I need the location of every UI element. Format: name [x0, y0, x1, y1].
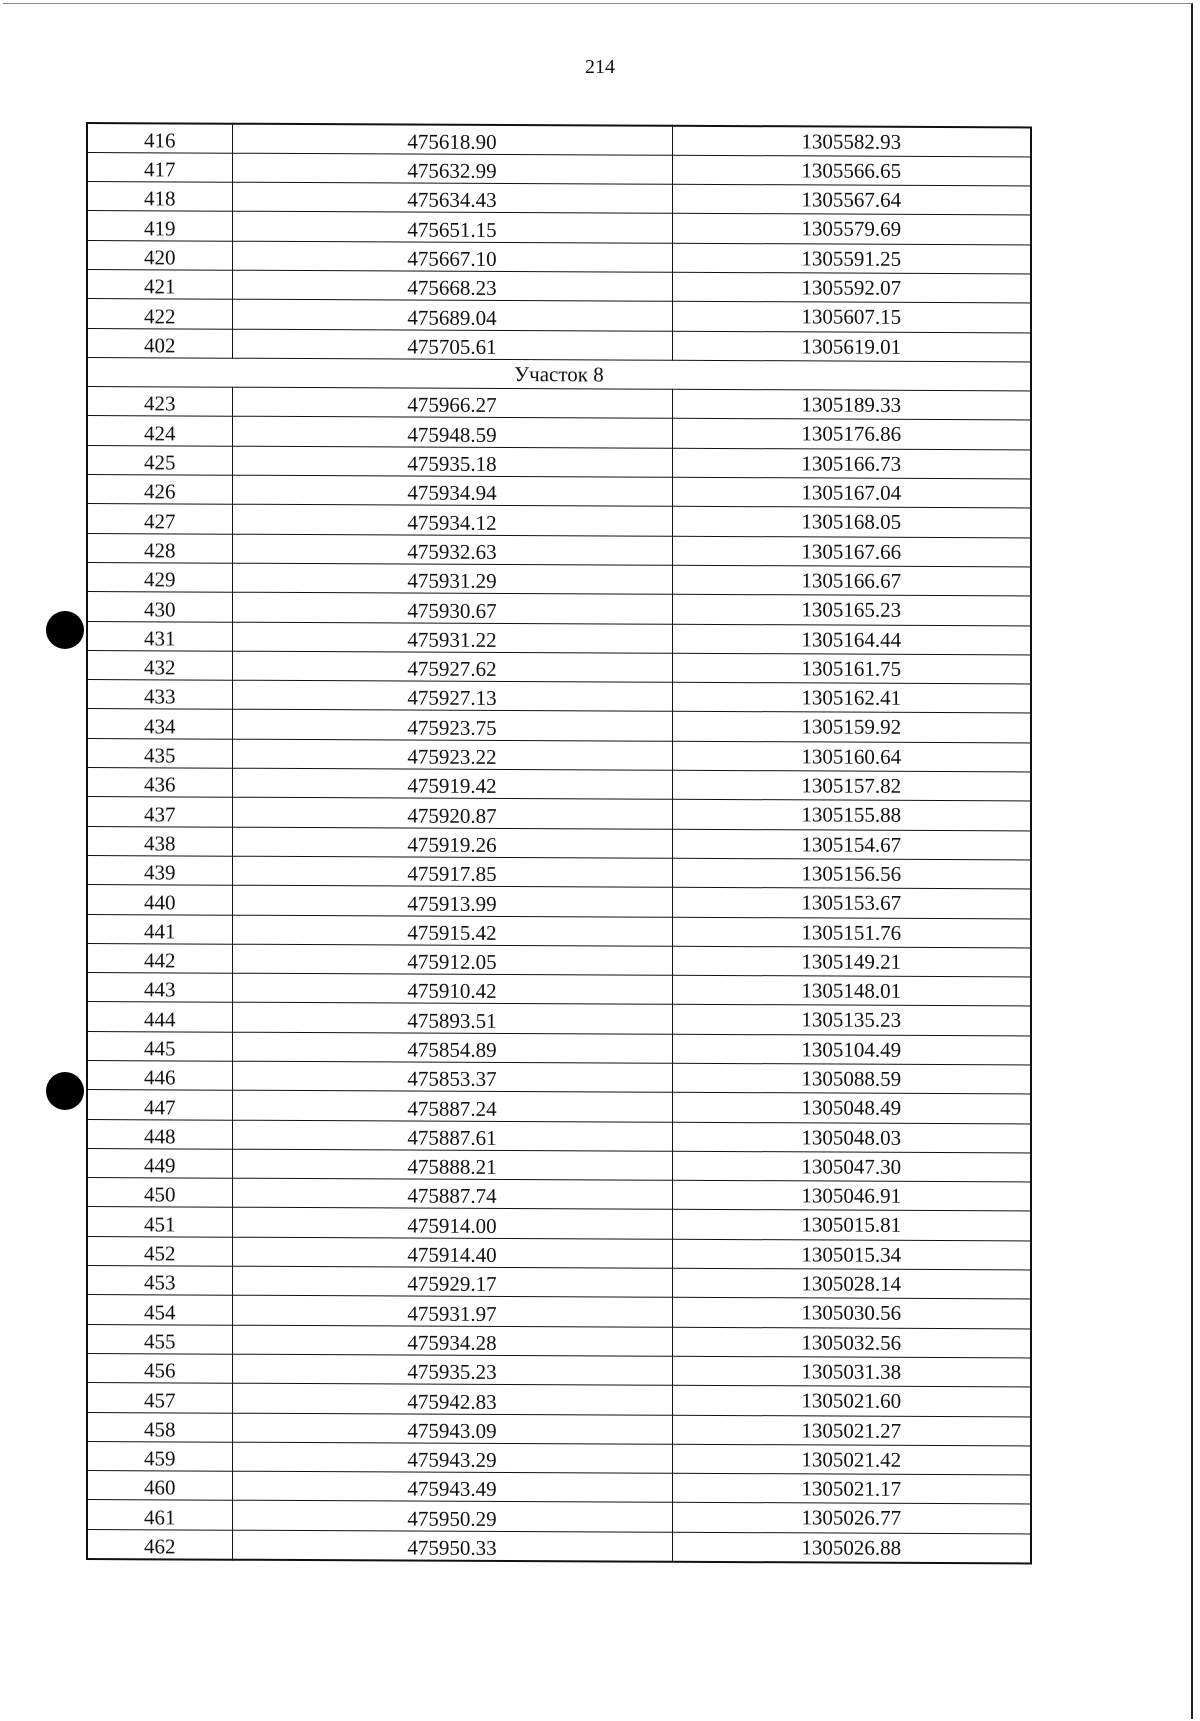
x-coordinate-cell: 475920.87 — [232, 798, 672, 829]
table-row — [87, 475, 1031, 509]
point-number-cell: 431 — [87, 621, 232, 651]
y-coordinate-cell: 1305021.17 — [672, 1473, 1031, 1504]
point-number-cell: 435 — [87, 738, 232, 768]
point-number-cell: 432 — [87, 650, 232, 680]
point-number-cell: 417 — [87, 152, 232, 182]
x-coordinate-cell: 475927.13 — [232, 680, 672, 711]
table-row — [87, 826, 1031, 860]
table-row — [87, 182, 1031, 216]
y-coordinate-cell: 1305168.05 — [672, 507, 1031, 538]
y-coordinate-cell: 1305592.07 — [672, 272, 1031, 303]
y-coordinate-cell: 1305154.67 — [672, 829, 1031, 860]
y-coordinate-cell: 1305030.56 — [672, 1298, 1031, 1329]
table-row — [87, 445, 1031, 479]
x-coordinate-cell: 475927.62 — [232, 651, 672, 682]
table-row — [87, 152, 1031, 186]
x-coordinate-cell: 475887.61 — [232, 1120, 672, 1151]
point-number-cell: 434 — [87, 709, 232, 739]
x-coordinate-cell: 475634.43 — [232, 182, 672, 213]
x-coordinate-cell: 475929.17 — [232, 1266, 672, 1297]
x-coordinate-cell: 475915.42 — [232, 915, 672, 946]
y-coordinate-cell: 1305160.64 — [672, 741, 1031, 772]
x-coordinate-cell: 475689.04 — [232, 299, 672, 330]
section-label: Участок 8 — [87, 357, 1031, 391]
point-number-cell: 451 — [87, 1207, 232, 1237]
x-coordinate-cell: 475966.27 — [232, 387, 672, 418]
x-coordinate-cell: 475914.00 — [232, 1208, 672, 1239]
table-row — [87, 1090, 1031, 1124]
table-row — [87, 1207, 1031, 1241]
table-row — [87, 562, 1031, 596]
x-coordinate-cell: 475931.97 — [232, 1296, 672, 1327]
table-row — [87, 1353, 1031, 1387]
y-coordinate-cell: 1305021.60 — [672, 1386, 1031, 1417]
coordinates-table — [86, 122, 1032, 1564]
x-coordinate-cell: 475934.12 — [232, 505, 672, 536]
point-number-cell: 442 — [87, 943, 232, 973]
x-coordinate-cell: 475651.15 — [232, 212, 672, 243]
y-coordinate-cell: 1305032.56 — [672, 1327, 1031, 1358]
point-number-cell: 440 — [87, 885, 232, 915]
x-coordinate-cell: 475919.42 — [232, 768, 672, 799]
x-coordinate-cell: 475917.85 — [232, 856, 672, 887]
x-coordinate-cell: 475935.23 — [232, 1354, 672, 1385]
y-coordinate-cell: 1305021.42 — [672, 1444, 1031, 1475]
x-coordinate-cell: 475950.33 — [232, 1530, 672, 1561]
x-coordinate-cell: 475893.51 — [232, 1003, 672, 1034]
point-number-cell: 429 — [87, 562, 232, 592]
y-coordinate-cell: 1305159.92 — [672, 712, 1031, 743]
point-number-cell: 426 — [87, 475, 232, 505]
point-number-cell: 422 — [87, 299, 232, 329]
x-coordinate-cell: 475923.22 — [232, 739, 672, 770]
point-number-cell: 433 — [87, 680, 232, 710]
point-number-cell: 454 — [87, 1295, 232, 1325]
point-number-cell: 443 — [87, 973, 232, 1003]
y-coordinate-cell: 1305165.23 — [672, 595, 1031, 626]
y-coordinate-cell: 1305162.41 — [672, 682, 1031, 713]
table-row — [87, 621, 1031, 655]
table-row — [87, 855, 1031, 889]
page-number: 214 — [585, 56, 615, 78]
y-coordinate-cell: 1305135.23 — [672, 1005, 1031, 1036]
y-coordinate-cell: 1305155.88 — [672, 800, 1031, 831]
point-number-cell: 448 — [87, 1119, 232, 1149]
point-number-cell: 444 — [87, 1002, 232, 1032]
y-coordinate-cell: 1305157.82 — [672, 770, 1031, 801]
x-coordinate-cell: 475853.37 — [232, 1061, 672, 1092]
point-number-cell: 455 — [87, 1324, 232, 1354]
point-number-cell: 430 — [87, 592, 232, 622]
table-row — [87, 211, 1031, 245]
y-coordinate-cell: 1305164.44 — [672, 624, 1031, 655]
point-number-cell: 420 — [87, 240, 232, 270]
table-row — [87, 680, 1031, 714]
point-number-cell: 427 — [87, 504, 232, 534]
y-coordinate-cell: 1305026.88 — [672, 1532, 1031, 1563]
point-number-cell: 445 — [87, 1031, 232, 1061]
x-coordinate-cell: 475934.28 — [232, 1325, 672, 1356]
table-row — [87, 1295, 1031, 1329]
table-row — [87, 533, 1031, 567]
x-coordinate-cell: 475942.83 — [232, 1383, 672, 1414]
point-number-cell: 423 — [87, 387, 232, 417]
point-number-cell: 428 — [87, 533, 232, 563]
point-number-cell: 447 — [87, 1090, 232, 1120]
table-row — [87, 1383, 1031, 1417]
x-coordinate-cell: 475919.26 — [232, 827, 672, 858]
table-row — [87, 768, 1031, 802]
x-coordinate-cell: 475931.22 — [232, 622, 672, 653]
x-coordinate-cell: 475950.29 — [232, 1501, 672, 1532]
x-coordinate-cell: 475910.42 — [232, 973, 672, 1004]
y-coordinate-cell: 1305579.69 — [672, 214, 1031, 245]
table-row — [87, 269, 1031, 303]
table-row — [87, 1412, 1031, 1446]
table-row — [87, 1324, 1031, 1358]
table-row — [87, 123, 1031, 157]
coordinates-table-body — [87, 123, 1031, 1563]
y-coordinate-cell: 1305167.66 — [672, 536, 1031, 567]
point-number-cell: 458 — [87, 1412, 232, 1442]
table-row — [87, 738, 1031, 772]
table-row — [87, 1061, 1031, 1095]
point-number-cell: 461 — [87, 1500, 232, 1530]
y-coordinate-cell: 1305166.67 — [672, 565, 1031, 596]
table-row — [87, 240, 1031, 274]
punch-hole — [46, 611, 84, 649]
table-row — [87, 973, 1031, 1007]
y-coordinate-cell: 1305591.25 — [672, 243, 1031, 274]
y-coordinate-cell: 1305167.04 — [672, 477, 1031, 508]
table-row — [87, 1119, 1031, 1153]
punch-hole — [46, 1072, 84, 1110]
table-row — [87, 1236, 1031, 1270]
y-coordinate-cell: 1305088.59 — [672, 1063, 1031, 1094]
y-coordinate-cell: 1305566.65 — [672, 155, 1031, 186]
y-coordinate-cell: 1305156.56 — [672, 858, 1031, 889]
table-row — [87, 943, 1031, 977]
point-number-cell: 438 — [87, 826, 232, 856]
x-coordinate-cell: 475923.75 — [232, 710, 672, 741]
table-row — [87, 1178, 1031, 1212]
x-coordinate-cell: 475931.29 — [232, 563, 672, 594]
table-row — [87, 1441, 1031, 1475]
x-coordinate-cell: 475930.67 — [232, 592, 672, 623]
point-number-cell: 416 — [87, 123, 232, 153]
x-coordinate-cell: 475943.09 — [232, 1413, 672, 1444]
section-header-row — [87, 357, 1031, 391]
table-row — [87, 1500, 1031, 1534]
y-coordinate-cell: 1305104.49 — [672, 1034, 1031, 1065]
x-coordinate-cell: 475618.90 — [232, 124, 672, 155]
point-number-cell: 449 — [87, 1148, 232, 1178]
table-row — [87, 1148, 1031, 1182]
y-coordinate-cell: 1305166.73 — [672, 448, 1031, 479]
x-coordinate-cell: 475913.99 — [232, 885, 672, 916]
x-coordinate-cell: 475934.94 — [232, 475, 672, 506]
y-coordinate-cell: 1305567.64 — [672, 184, 1031, 215]
table-row — [87, 1031, 1031, 1065]
x-coordinate-cell: 475888.21 — [232, 1149, 672, 1180]
y-coordinate-cell: 1305619.01 — [672, 331, 1031, 362]
y-coordinate-cell: 1305149.21 — [672, 946, 1031, 977]
y-coordinate-cell: 1305021.27 — [672, 1415, 1031, 1446]
table-row — [87, 1002, 1031, 1036]
table-row — [87, 328, 1031, 362]
y-coordinate-cell: 1305015.34 — [672, 1239, 1031, 1270]
point-number-cell: 441 — [87, 914, 232, 944]
table-row — [87, 299, 1031, 333]
point-number-cell: 419 — [87, 211, 232, 241]
point-number-cell: 418 — [87, 182, 232, 212]
table-row — [87, 592, 1031, 626]
table-row — [87, 504, 1031, 538]
table-row — [87, 885, 1031, 919]
x-coordinate-cell: 475914.40 — [232, 1237, 672, 1268]
point-number-cell: 452 — [87, 1236, 232, 1266]
y-coordinate-cell: 1305046.91 — [672, 1180, 1031, 1211]
y-coordinate-cell: 1305028.14 — [672, 1268, 1031, 1299]
y-coordinate-cell: 1305607.15 — [672, 302, 1031, 333]
x-coordinate-cell: 475667.10 — [232, 241, 672, 272]
y-coordinate-cell: 1305048.49 — [672, 1093, 1031, 1124]
y-coordinate-cell: 1305047.30 — [672, 1151, 1031, 1182]
point-number-cell: 424 — [87, 416, 232, 446]
y-coordinate-cell: 1305151.76 — [672, 917, 1031, 948]
x-coordinate-cell: 475854.89 — [232, 1032, 672, 1063]
point-number-cell: 459 — [87, 1441, 232, 1471]
y-coordinate-cell: 1305148.01 — [672, 975, 1031, 1006]
y-coordinate-cell: 1305015.81 — [672, 1210, 1031, 1241]
point-number-cell: 446 — [87, 1061, 232, 1091]
point-number-cell: 437 — [87, 797, 232, 827]
point-number-cell: 402 — [87, 328, 232, 358]
table-row — [87, 797, 1031, 831]
y-coordinate-cell: 1305161.75 — [672, 653, 1031, 684]
x-coordinate-cell: 475887.24 — [232, 1090, 672, 1121]
point-number-cell: 439 — [87, 855, 232, 885]
y-coordinate-cell: 1305048.03 — [672, 1122, 1031, 1153]
point-number-cell: 462 — [87, 1529, 232, 1559]
table-row — [87, 709, 1031, 743]
y-coordinate-cell: 1305031.38 — [672, 1356, 1031, 1387]
x-coordinate-cell: 475668.23 — [232, 270, 672, 301]
table-row — [87, 650, 1031, 684]
y-coordinate-cell: 1305026.77 — [672, 1503, 1031, 1534]
point-number-cell: 460 — [87, 1471, 232, 1501]
table-row — [87, 1266, 1031, 1300]
x-coordinate-cell: 475932.63 — [232, 534, 672, 565]
point-number-cell: 450 — [87, 1178, 232, 1208]
x-coordinate-cell: 475943.49 — [232, 1471, 672, 1502]
table-row — [87, 1471, 1031, 1505]
x-coordinate-cell: 475632.99 — [232, 153, 672, 184]
x-coordinate-cell: 475705.61 — [232, 329, 672, 360]
table-row — [87, 914, 1031, 948]
table-row — [87, 387, 1031, 421]
x-coordinate-cell: 475948.59 — [232, 417, 672, 448]
y-coordinate-cell: 1305189.33 — [672, 389, 1031, 420]
table-row — [87, 1529, 1031, 1563]
point-number-cell: 457 — [87, 1383, 232, 1413]
point-number-cell: 453 — [87, 1266, 232, 1296]
point-number-cell: 425 — [87, 445, 232, 475]
y-coordinate-cell: 1305176.86 — [672, 419, 1031, 450]
x-coordinate-cell: 475935.18 — [232, 446, 672, 477]
x-coordinate-cell: 475887.74 — [232, 1178, 672, 1209]
point-number-cell: 436 — [87, 768, 232, 798]
point-number-cell: 421 — [87, 269, 232, 299]
x-coordinate-cell: 475943.29 — [232, 1442, 672, 1473]
y-coordinate-cell: 1305153.67 — [672, 887, 1031, 918]
x-coordinate-cell: 475912.05 — [232, 944, 672, 975]
y-coordinate-cell: 1305582.93 — [672, 126, 1031, 157]
point-number-cell: 456 — [87, 1353, 232, 1383]
table-row — [87, 416, 1031, 450]
